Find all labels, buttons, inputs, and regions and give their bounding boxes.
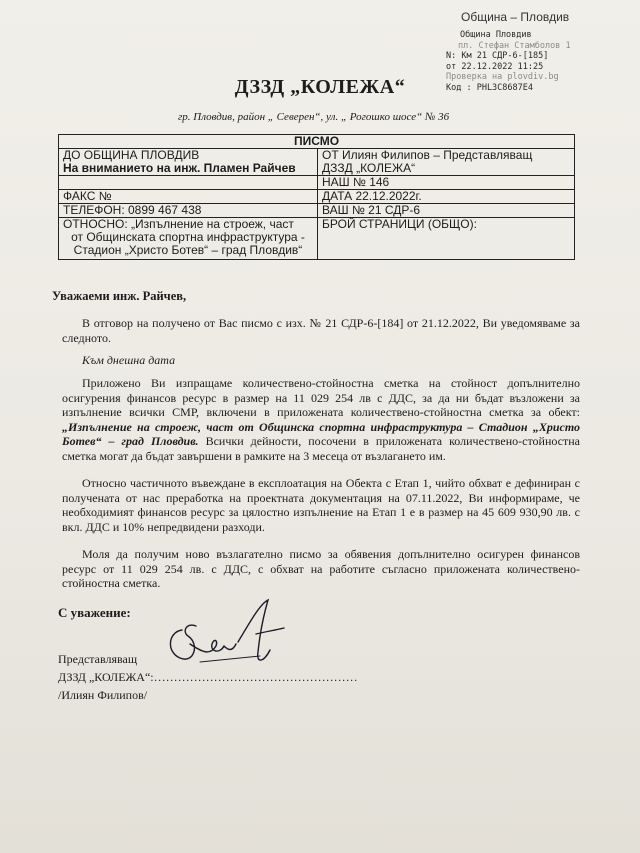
pages-cell: БРОЙ СТРАНИЦИ (ОБЩО): (318, 218, 575, 260)
letter-header-table (58, 134, 575, 260)
company-address: гр. Пловдив, район „ Северен“, ул. „ Рогошко шосе“ № 36 (178, 111, 450, 123)
attention-line: На вниманието на инж. Пламен Райчев (63, 161, 296, 175)
phone-cell: ТЕЛЕФОН: 0899 467 438 (59, 204, 318, 218)
recipient-line: ДО ОБЩИНА ПЛОВДИВ (63, 148, 200, 162)
subject-line: Стадион „Христо Ботев“ – град Пловдив“ (73, 243, 303, 257)
paragraph-estimate (62, 376, 580, 464)
stamp-line: Община Пловдив (460, 30, 532, 40)
signatory-company-line (58, 668, 358, 686)
paragraph-reference: В отговор на получено от Вас писмо с изх. № 21 СДР-6-[184] от 21.12.2022, Ви уведомяваме за следното. (62, 316, 580, 345)
stamp-line: Проверка на plovdiv.bg (446, 72, 559, 82)
fax-cell: ФАКС № (59, 190, 318, 204)
signature-dots: …………………………………………… (153, 670, 358, 684)
company-title: ДЗЗД „КОЛЕЖА“ (234, 76, 406, 98)
sender-company: ДЗЗД „КОЛЕЖА“ (322, 161, 416, 175)
your-number-cell: ВАШ № 21 СДР-6 (318, 204, 575, 218)
subject-line: ОТНОСНО: „Изпълнение на строеж, част (63, 217, 294, 231)
estimate-text: Приложено Ви изпращаме количествено-стойностна сметка на стойност допълнително осигурения финансов ресурс в размер на 11 029 254 лв с ДДС, за да ни бъдат възложени за изпълнение всички СМР, включени в приложената количествено-стойностна сметка за обект: (62, 376, 580, 420)
signatory-name: /Илиян Филипов/ (58, 688, 148, 702)
sender-cell (318, 149, 575, 176)
sender-line: ОТ Илиян Филипов – Представляващ (322, 148, 533, 162)
table-heading: ПИСМО (59, 135, 575, 149)
project-name: „Изпълнение на строеж, част от Общинска спортна инфраструктура – Стадион „Христо Ботев“ – град Пловдив. (62, 419, 580, 449)
date-cell: ДАТА 22.12.2022г. (318, 190, 575, 204)
greeting: Уважаеми инж. Райчев, (52, 289, 187, 303)
signatory-company: ДЗЗД „КОЛЕЖА“: (58, 670, 154, 684)
signatory-role: Представляващ (58, 652, 138, 666)
stamp-line: пл. Стефан Стамболов 1 (458, 40, 571, 51)
stamp-line: от 22.12.2022 11:25 (446, 61, 544, 72)
municipality-label: Община – Пловдив (461, 10, 570, 24)
signature-block (58, 650, 358, 704)
our-number-cell: НАШ № 146 (318, 176, 575, 190)
closing-phrase: С уважение: (58, 605, 131, 620)
paragraph-date-intro: Към днешна дата (82, 353, 176, 367)
stamp-line: N: Км 21 СДР-6-[185] (446, 51, 549, 61)
recipient-cell (59, 149, 318, 176)
subject-cell (59, 218, 318, 260)
stamp-line: Код : PHL3C8687E4 (446, 82, 533, 93)
paragraph-stage-one: Относно частичното въвеждане в експлоатация на Обекта с Етап 1, чийто обхват е дефиниран с получената от нас преработка на проектната документация на 07.11.2022, Ви информираме, че необходимият финансов ресурс за цялостно изпълнение на Етап 1 е в размер на 45 609 930,90 лв. с вкл. ДДС и 10% непредвидени разходи. (62, 476, 580, 534)
subject-line: от Общинската спортна инфраструктура - (71, 230, 305, 244)
estimate-text-end: Всички дейности, посочени в приложената количествено-стойностна сметка могат да бъдат завършени в рамките на 3 месеца от възлагането им. (62, 434, 580, 463)
paragraph-request: Моля да получим ново възлагателно писмо за обявения допълнително осигурен финансов ресурс от 11 029 254 лв. с ДДС, с обхват на работите съгласно приложената количествено-стойностна сметка. (62, 547, 580, 591)
blank-cell (59, 176, 318, 190)
